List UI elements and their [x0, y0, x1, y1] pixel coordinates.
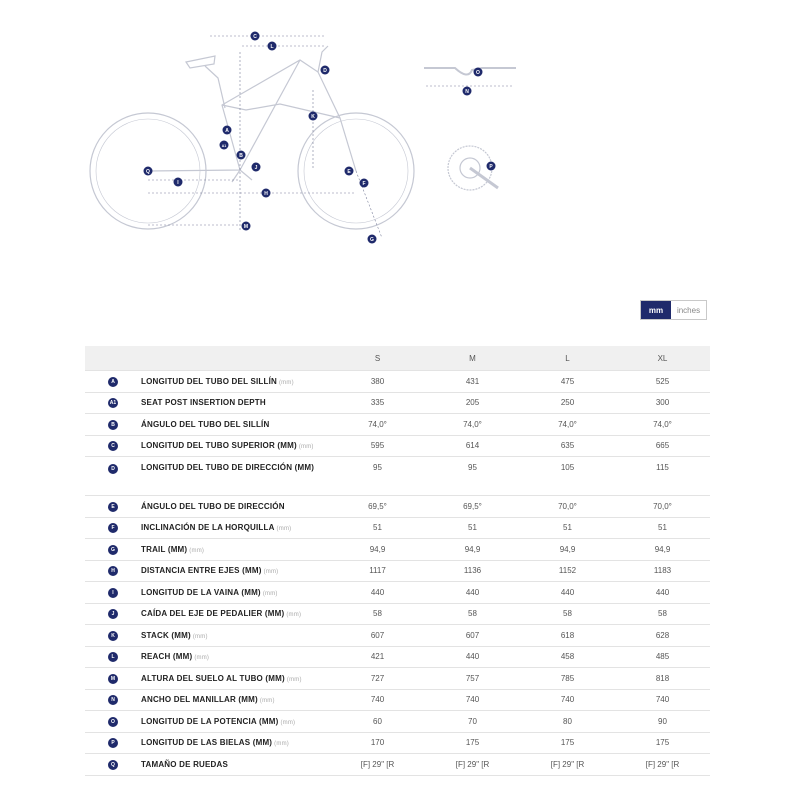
row-value: 58: [330, 603, 425, 625]
svg-text:P: P: [489, 164, 493, 170]
row-value: 458: [520, 646, 615, 668]
row-value: 51: [425, 517, 520, 539]
diagram-marker-o: [474, 68, 483, 77]
size-header: L: [520, 346, 615, 371]
row-value: 475: [520, 371, 615, 393]
row-value: 115: [615, 457, 710, 496]
row-badge: D: [108, 464, 118, 474]
svg-text:A1: A1: [221, 144, 227, 148]
row-badge: E: [108, 502, 118, 512]
row-value: 74,0°: [520, 414, 615, 436]
bike-geometry-diagram: [0, 0, 800, 260]
row-value: 440: [520, 582, 615, 604]
diagram-marker-b: [237, 151, 246, 160]
row-label: LONGITUD DE LA POTENCIA (MM): [141, 716, 279, 726]
row-value: 60: [330, 711, 425, 733]
row-value: 440: [425, 582, 520, 604]
row-value: 175: [425, 732, 520, 754]
row-value: [F] 29" [R: [520, 754, 615, 776]
svg-text:C: C: [253, 34, 257, 40]
table-row: [85, 582, 710, 604]
row-value: 1152: [520, 560, 615, 582]
row-value: 58: [425, 603, 520, 625]
size-header: M: [425, 346, 520, 371]
diagram-marker-p: [487, 162, 496, 171]
row-badge: A: [108, 377, 118, 387]
row-value: 740: [425, 689, 520, 711]
table-row: [85, 603, 710, 625]
diagram-marker-j: [252, 163, 261, 172]
row-label: LONGITUD DE LA VAINA (MM): [141, 587, 261, 597]
diagram-marker-n: [463, 87, 472, 96]
row-value: 95: [425, 457, 520, 496]
svg-text:G: G: [370, 237, 374, 243]
row-badge: O: [108, 717, 118, 727]
row-value: 175: [615, 732, 710, 754]
svg-text:K: K: [311, 114, 315, 120]
row-value: 94,9: [615, 539, 710, 561]
svg-text:O: O: [476, 70, 480, 76]
row-value: 94,9: [330, 539, 425, 561]
diagram-marker-l: [268, 42, 277, 51]
row-label: ANCHO DEL MANILLAR (MM): [141, 695, 258, 705]
row-value: 94,9: [425, 539, 520, 561]
row-value: 740: [330, 689, 425, 711]
row-badge: M: [108, 674, 118, 684]
row-label: DISTANCIA ENTRE EJES (MM): [141, 566, 262, 576]
svg-text:L: L: [270, 44, 274, 50]
table-row: [85, 754, 710, 776]
row-unit: (mm): [298, 444, 314, 451]
size-header: XL: [615, 346, 710, 371]
diagram-marker-q: [144, 167, 153, 176]
row-value: 740: [615, 689, 710, 711]
table-row: [85, 625, 710, 647]
svg-text:D: D: [323, 68, 327, 74]
row-label: REACH (MM): [141, 652, 193, 662]
table-row: [85, 668, 710, 690]
row-label: SEAT POST INSERTION DEPTH: [141, 398, 266, 408]
table-row: [85, 560, 710, 582]
row-value: 69,5°: [330, 496, 425, 518]
table-row: [85, 457, 710, 496]
diagram-marker-k: [309, 112, 318, 121]
unit-inches-button[interactable]: inches: [676, 305, 701, 315]
row-value: 757: [425, 668, 520, 690]
table-header-row: [85, 346, 710, 371]
diagram-marker-i: [174, 178, 183, 187]
row-value: 250: [520, 392, 615, 414]
row-value: 614: [425, 435, 520, 457]
diagram-marker-e: [345, 167, 354, 176]
row-value: [F] 29" [R: [615, 754, 710, 776]
row-value: 485: [615, 646, 710, 668]
row-badge: J: [108, 609, 118, 619]
row-value: 618: [520, 625, 615, 647]
row-label: LONGITUD DEL TUBO SUPERIOR (MM): [141, 441, 297, 451]
row-value: [F] 29" [R: [330, 754, 425, 776]
row-unit: (mm): [274, 741, 289, 748]
svg-text:F: F: [362, 181, 366, 187]
row-unit: (mm): [286, 612, 302, 619]
row-value: 440: [615, 582, 710, 604]
unit-toggle[interactable]: [640, 300, 707, 320]
diagram-marker-m: [242, 222, 251, 231]
table-row: [85, 539, 710, 561]
row-badge: C: [108, 441, 118, 451]
row-badge: L: [108, 652, 118, 662]
row-value: 665: [615, 435, 710, 457]
row-value: 74,0°: [330, 414, 425, 436]
row-label: LONGITUD DEL TUBO DE DIRECCIÓN (MM): [141, 463, 315, 472]
row-value: 95: [330, 457, 425, 496]
row-value: 727: [330, 668, 425, 690]
table-row: [85, 371, 710, 393]
row-value: 69,5°: [425, 496, 520, 518]
row-value: 70: [425, 711, 520, 733]
row-value: 628: [615, 625, 710, 647]
geometry-table: [85, 346, 710, 776]
row-value: 175: [520, 732, 615, 754]
row-value: 51: [615, 517, 710, 539]
row-value: 58: [520, 603, 615, 625]
diagram-marker-a1: [220, 141, 229, 150]
row-value: 607: [330, 625, 425, 647]
table-row: [85, 435, 710, 457]
row-value: 70,0°: [520, 496, 615, 518]
row-badge: F: [108, 523, 118, 533]
row-badge: N: [108, 695, 118, 705]
row-value: 635: [520, 435, 615, 457]
row-unit: (mm): [262, 590, 278, 597]
table-row: [85, 646, 710, 668]
table-row: [85, 711, 710, 733]
row-label: CAÍDA DEL EJE DE PEDALIER (MM): [141, 609, 285, 619]
row-badge: A1: [109, 400, 117, 407]
row-value: 740: [520, 689, 615, 711]
row-value: 607: [425, 625, 520, 647]
row-value: 170: [330, 732, 425, 754]
row-unit: (mm): [286, 676, 302, 683]
row-unit: (mm): [278, 379, 294, 386]
table-row: [85, 414, 710, 436]
row-value: 595: [330, 435, 425, 457]
row-unit: (mm): [194, 655, 210, 662]
row-value: 105: [520, 457, 615, 496]
row-value: 335: [330, 392, 425, 414]
row-unit: (mm): [263, 569, 279, 576]
row-value: 525: [615, 371, 710, 393]
svg-text:N: N: [465, 89, 469, 95]
size-header: S: [330, 346, 425, 371]
row-badge: B: [108, 420, 118, 430]
row-label: ÁNGULO DEL TUBO DE DIRECCIÓN: [141, 501, 285, 511]
row-value: 1183: [615, 560, 710, 582]
row-value: 58: [615, 603, 710, 625]
row-label: TRAIL (MM): [141, 544, 188, 554]
row-label: LONGITUD DEL TUBO DEL SILLÍN: [141, 376, 277, 386]
row-value: 785: [520, 668, 615, 690]
table-row: [85, 392, 710, 414]
table-row: [85, 732, 710, 754]
row-unit: (mm): [189, 547, 205, 554]
row-unit: (mm): [280, 719, 296, 726]
row-badge: G: [108, 545, 118, 555]
row-value: 1117: [330, 560, 425, 582]
row-value: 94,9: [520, 539, 615, 561]
row-value: 380: [330, 371, 425, 393]
row-unit: (mm): [276, 526, 292, 533]
frame: [148, 60, 356, 171]
row-value: 80: [520, 711, 615, 733]
row-badge: P: [108, 738, 118, 748]
row-unit: (mm): [192, 633, 208, 640]
row-badge: K: [108, 631, 118, 641]
row-value: 1136: [425, 560, 520, 582]
row-unit: (mm): [259, 698, 275, 705]
row-value: 74,0°: [615, 414, 710, 436]
diagram-marker-h: [262, 189, 271, 198]
row-value: 818: [615, 668, 710, 690]
row-label: LONGITUD DE LAS BIELAS (MM): [141, 738, 273, 748]
svg-text:M: M: [243, 224, 249, 230]
svg-text:Q: Q: [146, 169, 150, 175]
diagram-marker-f: [360, 179, 369, 188]
row-value: 440: [425, 646, 520, 668]
row-label: INCLINACIÓN DE LA HORQUILLA: [141, 523, 275, 533]
table-row: [85, 517, 710, 539]
row-label: STACK (MM): [141, 630, 191, 640]
diagram-marker-g: [368, 235, 377, 244]
row-badge: I: [108, 588, 118, 598]
row-label: ÁNGULO DEL TUBO DEL SILLÍN: [141, 419, 270, 429]
table-row: [85, 496, 710, 518]
row-value: 51: [330, 517, 425, 539]
svg-text:B: B: [239, 153, 243, 159]
row-label: ALTURA DEL SUELO AL TUBO (MM): [141, 673, 285, 683]
row-value: [F] 29" [R: [425, 754, 520, 776]
diagram-marker-a: [223, 126, 232, 135]
table-row: [85, 689, 710, 711]
row-badge: H: [108, 566, 118, 576]
row-value: 90: [615, 711, 710, 733]
row-value: 205: [425, 392, 520, 414]
row-value: 440: [330, 582, 425, 604]
row-badge: Q: [108, 760, 118, 770]
row-value: 51: [520, 517, 615, 539]
svg-text:A: A: [225, 128, 229, 134]
row-value: 70,0°: [615, 496, 710, 518]
svg-text:E: E: [347, 169, 351, 175]
svg-text:I: I: [177, 180, 179, 186]
row-value: 421: [330, 646, 425, 668]
row-value: 431: [425, 371, 520, 393]
svg-text:H: H: [264, 191, 268, 197]
diagram-marker-d: [321, 66, 330, 75]
unit-mm-button[interactable]: mm: [641, 301, 671, 319]
svg-text:J: J: [254, 165, 258, 171]
row-value: 300: [615, 392, 710, 414]
row-value: 74,0°: [425, 414, 520, 436]
row-label: TAMAÑO DE RUEDAS: [141, 759, 229, 769]
diagram-marker-c: [251, 32, 260, 41]
